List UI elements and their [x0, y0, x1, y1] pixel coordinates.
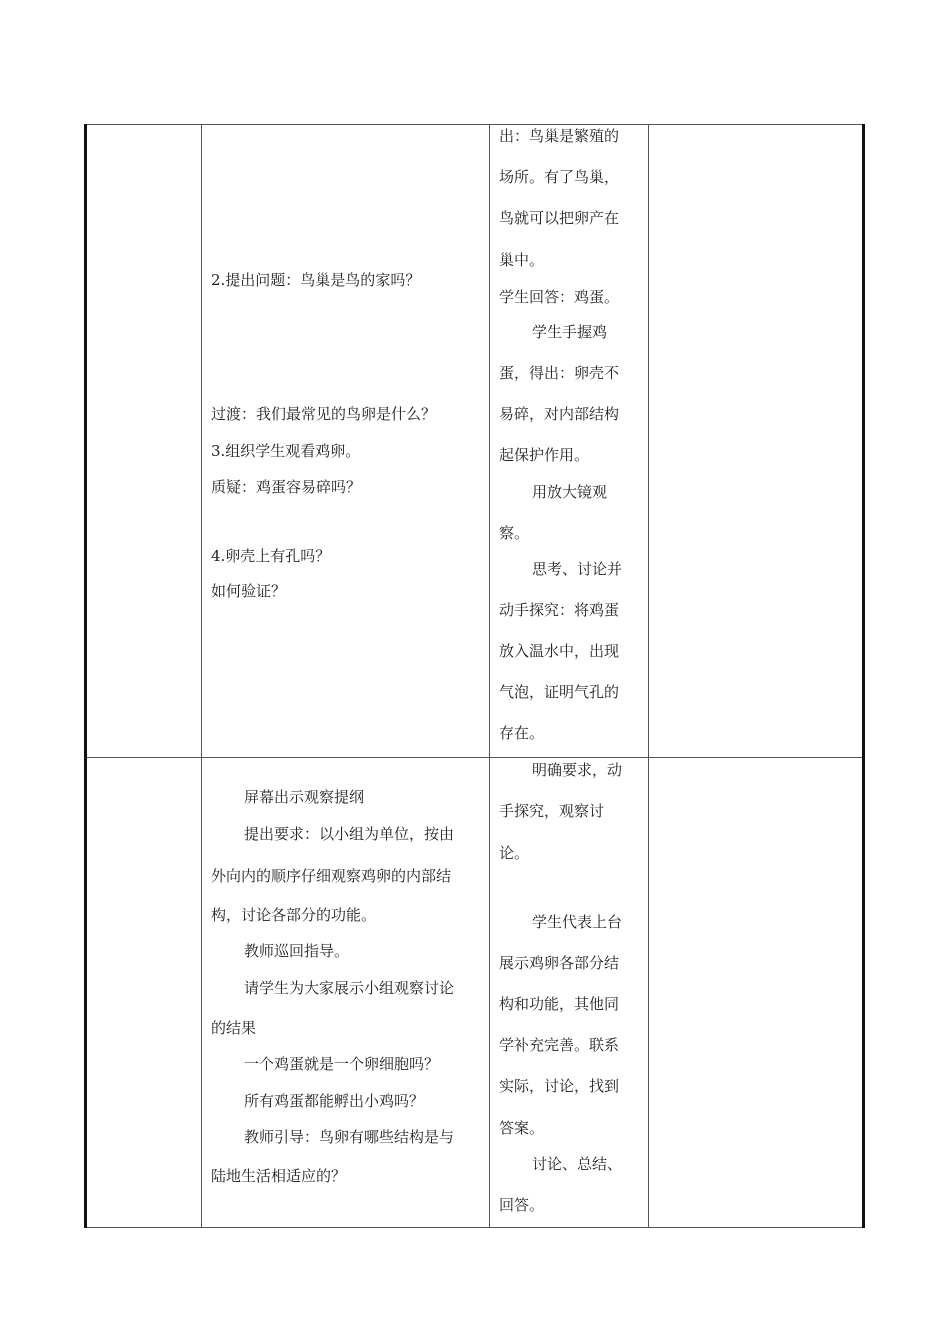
text-line: 教师引导：鸟卵有哪些结构是与: [244, 1128, 455, 1146]
text-line: 学补充完善。联系: [499, 1036, 620, 1054]
text-line: 陆地生活相适应的？: [211, 1167, 347, 1185]
text-line: 2.提出问题：鸟巢是鸟的家吗？: [211, 271, 421, 289]
text-line: 手探究，观察讨: [499, 802, 605, 820]
text-line: 质疑：鸡蛋容易碎吗？: [211, 478, 362, 496]
text-line: 巢中。: [499, 251, 545, 269]
text-line: 学生代表上台: [532, 913, 623, 931]
text-line: 气泡，证明气孔的: [499, 683, 620, 701]
text-line: 答案。: [499, 1119, 545, 1137]
column-divider-3: [648, 124, 649, 1228]
text-line: 明确要求，动: [532, 761, 623, 779]
text-line: 用放大镜观: [532, 483, 608, 501]
text-line: 易碎，对内部结构: [499, 405, 620, 423]
text-line: 展示鸡卵各部分结: [499, 954, 620, 972]
text-line: 的结果: [211, 1019, 257, 1037]
text-line: 外向内的顺序仔细观察鸡卵的内部结: [211, 867, 452, 885]
table-bottom-border: [85, 1227, 865, 1228]
text-line: 学生回答：鸡蛋。: [499, 288, 620, 306]
column-divider-2: [489, 124, 490, 1228]
text-line: 回答。: [499, 1196, 545, 1214]
text-line: 存在。: [499, 724, 545, 742]
text-line: 蛋，得出：卵壳不: [499, 364, 620, 382]
text-line: 构，讨论各部分的功能。: [211, 906, 377, 924]
text-line: 出：鸟巢是繁殖的: [499, 127, 620, 145]
text-line: 鸟就可以把卵产在: [499, 209, 620, 227]
text-line: 一个鸡蛋就是一个卵细胞吗？: [244, 1055, 440, 1073]
text-line: 起保护作用。: [499, 446, 590, 464]
text-line: 论。: [499, 844, 530, 862]
text-line: 所有鸡蛋都能孵出小鸡吗？: [244, 1092, 425, 1110]
text-line: 如何验证？: [211, 582, 287, 600]
text-line: 察。: [499, 524, 530, 542]
text-line: 请学生为大家展示小组观察讨论: [244, 979, 455, 997]
text-line: 过渡：我们最常见的鸟卵是什么？: [211, 405, 437, 423]
text-line: 学生手握鸡: [532, 323, 608, 341]
row-divider: [85, 757, 865, 758]
text-line: 教师巡回指导。: [244, 942, 350, 960]
text-line: 放入温水中，出现: [499, 642, 620, 660]
table-left-border: [84, 124, 87, 1228]
text-line: 思考、讨论并: [532, 560, 623, 578]
table-top-border: [85, 124, 865, 125]
column-divider-1: [201, 124, 202, 1228]
text-line: 屏幕出示观察提纲: [244, 788, 365, 806]
text-line: 构和功能，其他同: [499, 995, 620, 1013]
text-line: 提出要求：以小组为单位，按由: [244, 825, 455, 843]
text-line: 实际，讨论，找到: [499, 1077, 620, 1095]
text-line: 讨论、总结、: [532, 1155, 623, 1173]
text-line: 场所。有了鸟巢，: [499, 168, 620, 186]
table-right-border: [862, 124, 865, 1228]
text-line: 3.组织学生观看鸡卵。: [211, 442, 361, 460]
text-line: 动手探究：将鸡蛋: [499, 601, 620, 619]
text-line: 4.卵壳上有孔吗？: [211, 547, 331, 565]
